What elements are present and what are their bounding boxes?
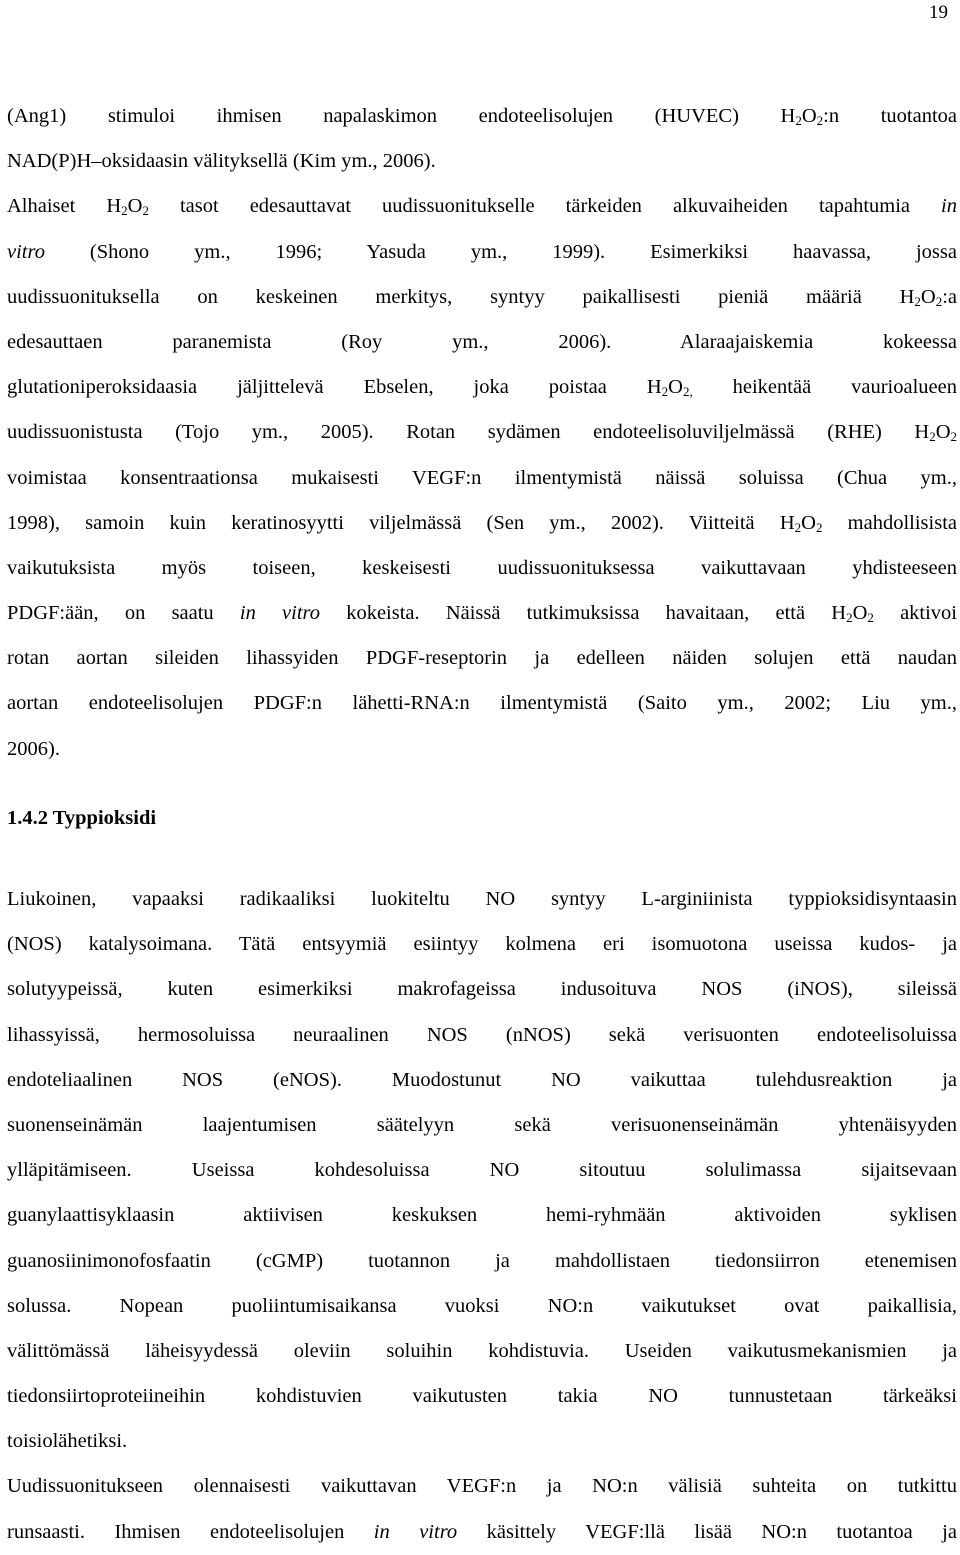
- text-line: [7, 139, 957, 184]
- line-text: 1998), samoin kuin keratinosyytti viljelmässä (Sen ym., 2002). Viitteitä H: [7, 511, 795, 534]
- line-text: toisiolähetiksi.: [7, 1430, 128, 1453]
- line-text: (Shono ym., 1996; Yasuda ym., 1999). Esimerkiksi haavassa, jossa: [44, 240, 957, 263]
- text-line: [7, 1058, 957, 1103]
- line-text: heikentää vaurioalueen: [692, 376, 957, 399]
- line-text: O: [801, 105, 817, 127]
- line-text: uudissuonistusta (Tojo ym., 2005). Rotan sydämen endoteelisoluviljelmässä (RHE) H: [7, 421, 930, 444]
- line-text: PDGF:ään, on saatu: [7, 602, 240, 625]
- text-line: [7, 1148, 957, 1193]
- line-text: tiedonsiirtoproteiineihin kohdistuvien vaikutusten takia NO tunnustetaan tärkeäksi: [7, 1385, 957, 1408]
- line-text: endoteliaalinen NOS (eNOS). Muodostunut NO vaikuttaa tulehdusreaktion ja: [7, 1068, 957, 1091]
- subscript: 2: [795, 113, 802, 128]
- line-text: :n tuotantoa: [823, 105, 957, 127]
- line-text: guanylaattisyklaasin aktiivisen keskuksen hemi-ryhmään aktivoiden syklisen: [7, 1204, 957, 1227]
- text-line: [7, 320, 957, 365]
- line-text: Alhaiset H: [7, 195, 122, 218]
- text-line: [7, 591, 957, 636]
- subscript: 2: [950, 429, 957, 445]
- text-line: [7, 501, 957, 546]
- subscript: 2: [794, 519, 802, 535]
- line-text: O: [920, 285, 936, 308]
- text-line: [7, 275, 957, 320]
- line-text: O: [935, 421, 951, 444]
- text-line: [7, 184, 957, 229]
- text-line: [7, 1013, 957, 1058]
- text-line: [7, 1284, 957, 1329]
- text-line: [7, 94, 957, 139]
- text-line: [7, 1419, 957, 1464]
- text-line: [7, 681, 957, 726]
- text-line: [7, 546, 957, 591]
- line-text: suonenseinämän laajentumisen säätelyyn sekä verisuonenseinämän yhtenäisyyden: [7, 1113, 957, 1136]
- text-line: [7, 1103, 957, 1148]
- italic-text: in vitro: [373, 1520, 458, 1543]
- page-number: 19: [929, 2, 948, 23]
- subscript: 2: [846, 610, 853, 626]
- line-text: uudissuonituksella on keskeinen merkitys, syntyy paikallisesti pieniä määriä H: [7, 285, 915, 308]
- subscript: 2: [816, 113, 824, 128]
- italic-text: in vitro: [239, 602, 320, 625]
- line-text: mahdollisista: [822, 511, 957, 534]
- section-heading: 1.4.2 Typpioksidi: [7, 807, 157, 829]
- line-text: aortan endoteelisolujen PDGF:n lähetti-RNA:n ilmentymistä (Saito ym., 2002; Liu ym.,: [7, 692, 957, 715]
- text-line: [7, 1510, 957, 1555]
- text-line: [7, 456, 957, 501]
- line-text: O: [852, 602, 868, 625]
- subscript: 2: [935, 293, 943, 309]
- italic-text: in: [941, 195, 957, 218]
- text-line: [7, 636, 957, 681]
- line-text: guanosiinimonofosfaatin (cGMP) tuotannon ja mahdollistaen tiedonsiirron etenemisen: [7, 1249, 957, 1272]
- line-text: O: [668, 376, 683, 399]
- text-line: [7, 1374, 957, 1419]
- text-line: [7, 967, 957, 1012]
- text-line: [7, 727, 957, 772]
- line-text: edesauttaen paranemista (Roy ym., 2006). Alaraajaiskemia kokeessa: [7, 330, 957, 353]
- line-text: Liukoinen, vapaaksi radikaaliksi luokiteltu NO syntyy L-arginiinista typpioksidisyntaasin: [7, 888, 957, 910]
- line-text: käsittely VEGF:llä lisää NO:n tuotantoa ja: [457, 1520, 957, 1543]
- line-text: glutationiperoksidaasia jäljittelevä Ebselen, joka poistaa H: [7, 376, 662, 399]
- subscript: 2,: [682, 384, 693, 400]
- subscript: 2: [815, 519, 823, 535]
- line-text: :a: [942, 285, 957, 308]
- line-text: runsaasti. Ihmisen endoteelisolujen: [7, 1520, 374, 1543]
- line-text: voimistaa konsentraationsa mukaisesti VEGF:n ilmentymistä näissä soluissa (Chua ym.,: [7, 466, 957, 489]
- subscript: 2: [914, 293, 921, 309]
- subscript: 2: [121, 203, 128, 219]
- line-text: tasot edesauttavat uudissuonitukselle tärkeiden alkuvaiheiden tapahtumia: [148, 195, 942, 218]
- text-line: [7, 877, 957, 922]
- text-line: [7, 1239, 957, 1284]
- text-line: [7, 230, 957, 275]
- line-text: NAD(P)H–oksidaasin välityksellä (Kim ym., 2006).: [7, 150, 436, 173]
- line-text: ylläpitämiseen. Useissa kohdesoluissa NO sitoutuu solulimassa sijaitsevaan: [7, 1159, 957, 1182]
- line-text: 2006).: [7, 737, 60, 760]
- text-line: [7, 1193, 957, 1238]
- paragraph-block-2: [7, 877, 957, 1555]
- subscript: 2: [867, 610, 874, 626]
- line-text: O: [127, 195, 143, 218]
- line-text: (NOS) katalysoimana. Tätä entsyymiä esiintyy kolmena eri isomuotona useissa kudos- ja: [7, 933, 957, 956]
- line-text: Uudissuonitukseen olennaisesti vaikuttavan VEGF:n ja NO:n välisiä suhteita on tutkittu: [7, 1475, 957, 1498]
- text-line: [7, 365, 957, 410]
- subscript: 2: [142, 203, 149, 219]
- line-text: rotan aortan sileiden lihassyiden PDGF-reseptorin ja edelleen näiden solujen että naudan: [7, 647, 957, 670]
- text-line: [7, 922, 957, 967]
- line-text: (Ang1) stimuloi ihmisen napalaskimon endoteelisolujen (HUVEC) H: [7, 105, 796, 127]
- line-text: vaikutuksista myös toiseen, keskeisesti uudissuonituksessa vaikuttavaan yhdisteeseen: [7, 556, 957, 579]
- line-text: O: [801, 511, 816, 534]
- subscript: 2: [929, 429, 936, 445]
- line-text: lihassyissä, hermosoluissa neuraalinen NOS (nNOS) sekä verisuonten endoteelisoluissa: [7, 1023, 957, 1046]
- text-line: [7, 410, 957, 455]
- line-text: aktivoi: [873, 602, 957, 625]
- line-text: välittömässä läheisyydessä oleviin soluihin kohdistuvia. Useiden vaikutusmekanismien ja: [7, 1339, 957, 1362]
- italic-text: vitro: [7, 240, 45, 263]
- paragraph-block-1: [7, 94, 957, 772]
- text-line: [7, 1329, 957, 1374]
- text-line: [7, 1464, 957, 1509]
- line-text: kokeista. Näissä tutkimuksissa havaitaan, että H: [320, 602, 847, 625]
- line-text: solussa. Nopean puoliintumisaikansa vuoksi NO:n vaikutukset ovat paikallisia,: [7, 1294, 957, 1317]
- subscript: 2: [661, 384, 669, 400]
- line-text: solutyypeissä, kuten esimerkiksi makrofageissa indusoituva NOS (iNOS), sileissä: [7, 978, 957, 1001]
